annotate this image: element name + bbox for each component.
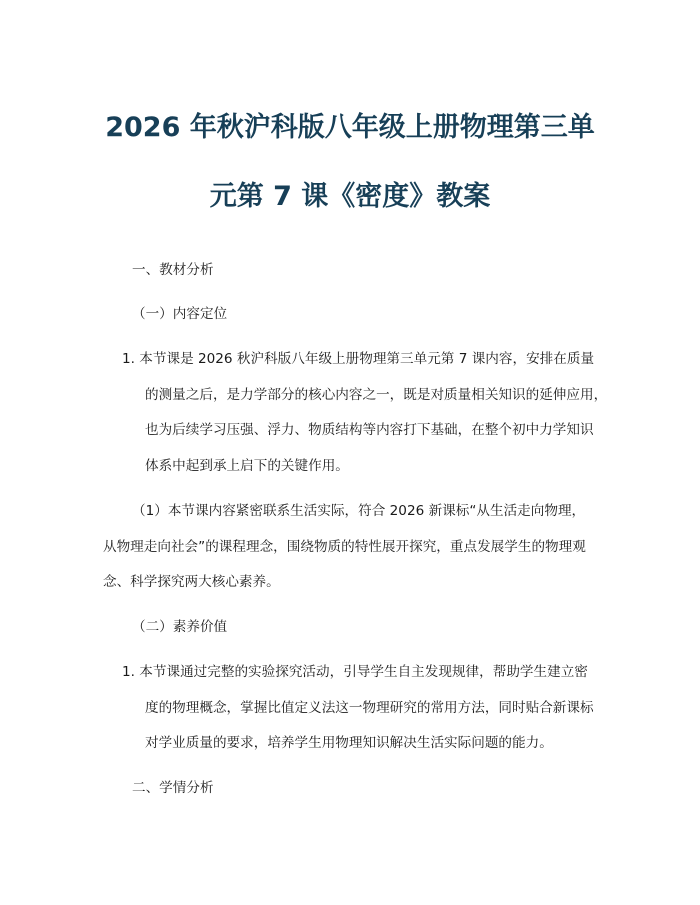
document-title-line-2: 元第 7 课《密度》教案 bbox=[209, 181, 491, 212]
section-heading-analysis: 一、教材分析 bbox=[132, 262, 214, 278]
paragraph-1-line-3: 念、科学探究两大核心素养。 bbox=[103, 574, 280, 590]
list-item-2-line-2: 度的物理概念，掌握比值定义法这一物理研究的常用方法，同时贴合新课标 bbox=[145, 700, 594, 716]
document-title-line-1: 2026 年秋沪科版八年级上册物理第三单 bbox=[105, 112, 595, 143]
paragraph-1-line-1: （1）本节课内容紧密联系生活实际，符合 2026 新课标“从生活走向物理， bbox=[132, 503, 586, 519]
list-item-1-line-3: 也为后续学习压强、浮力、物质结构等内容打下基础，在整个初中力学知识 bbox=[145, 422, 594, 438]
subsection-heading-literacy: （二）素养价值 bbox=[132, 619, 228, 635]
list-item-1-line-1: 1. 本节课是 2026 秋沪科版八年级上册物理第三单元第 7 课内容，安排在质量 bbox=[122, 351, 595, 367]
subsection-heading-positioning: （一）内容定位 bbox=[132, 306, 228, 322]
list-item-2-line-1: 1. 本节课通过完整的实验探究活动，引导学生自主发现规律，帮助学生建立密 bbox=[122, 664, 588, 680]
list-item-1-line-4: 体系中起到承上启下的关键作用。 bbox=[145, 458, 349, 474]
paragraph-1-line-2: 从物理走向社会”的课程理念，围绕物质的特性展开探究，重点发展学生的物理观 bbox=[103, 539, 586, 555]
list-item-1-line-2: 的测量之后，是力学部分的核心内容之一，既是对质量相关知识的延伸应用， bbox=[145, 387, 608, 403]
list-item-2-line-3: 对学业质量的要求，培养学生用物理知识解决生活实际问题的能力。 bbox=[145, 735, 553, 751]
section-heading-student-analysis: 二、学情分析 bbox=[132, 780, 214, 796]
